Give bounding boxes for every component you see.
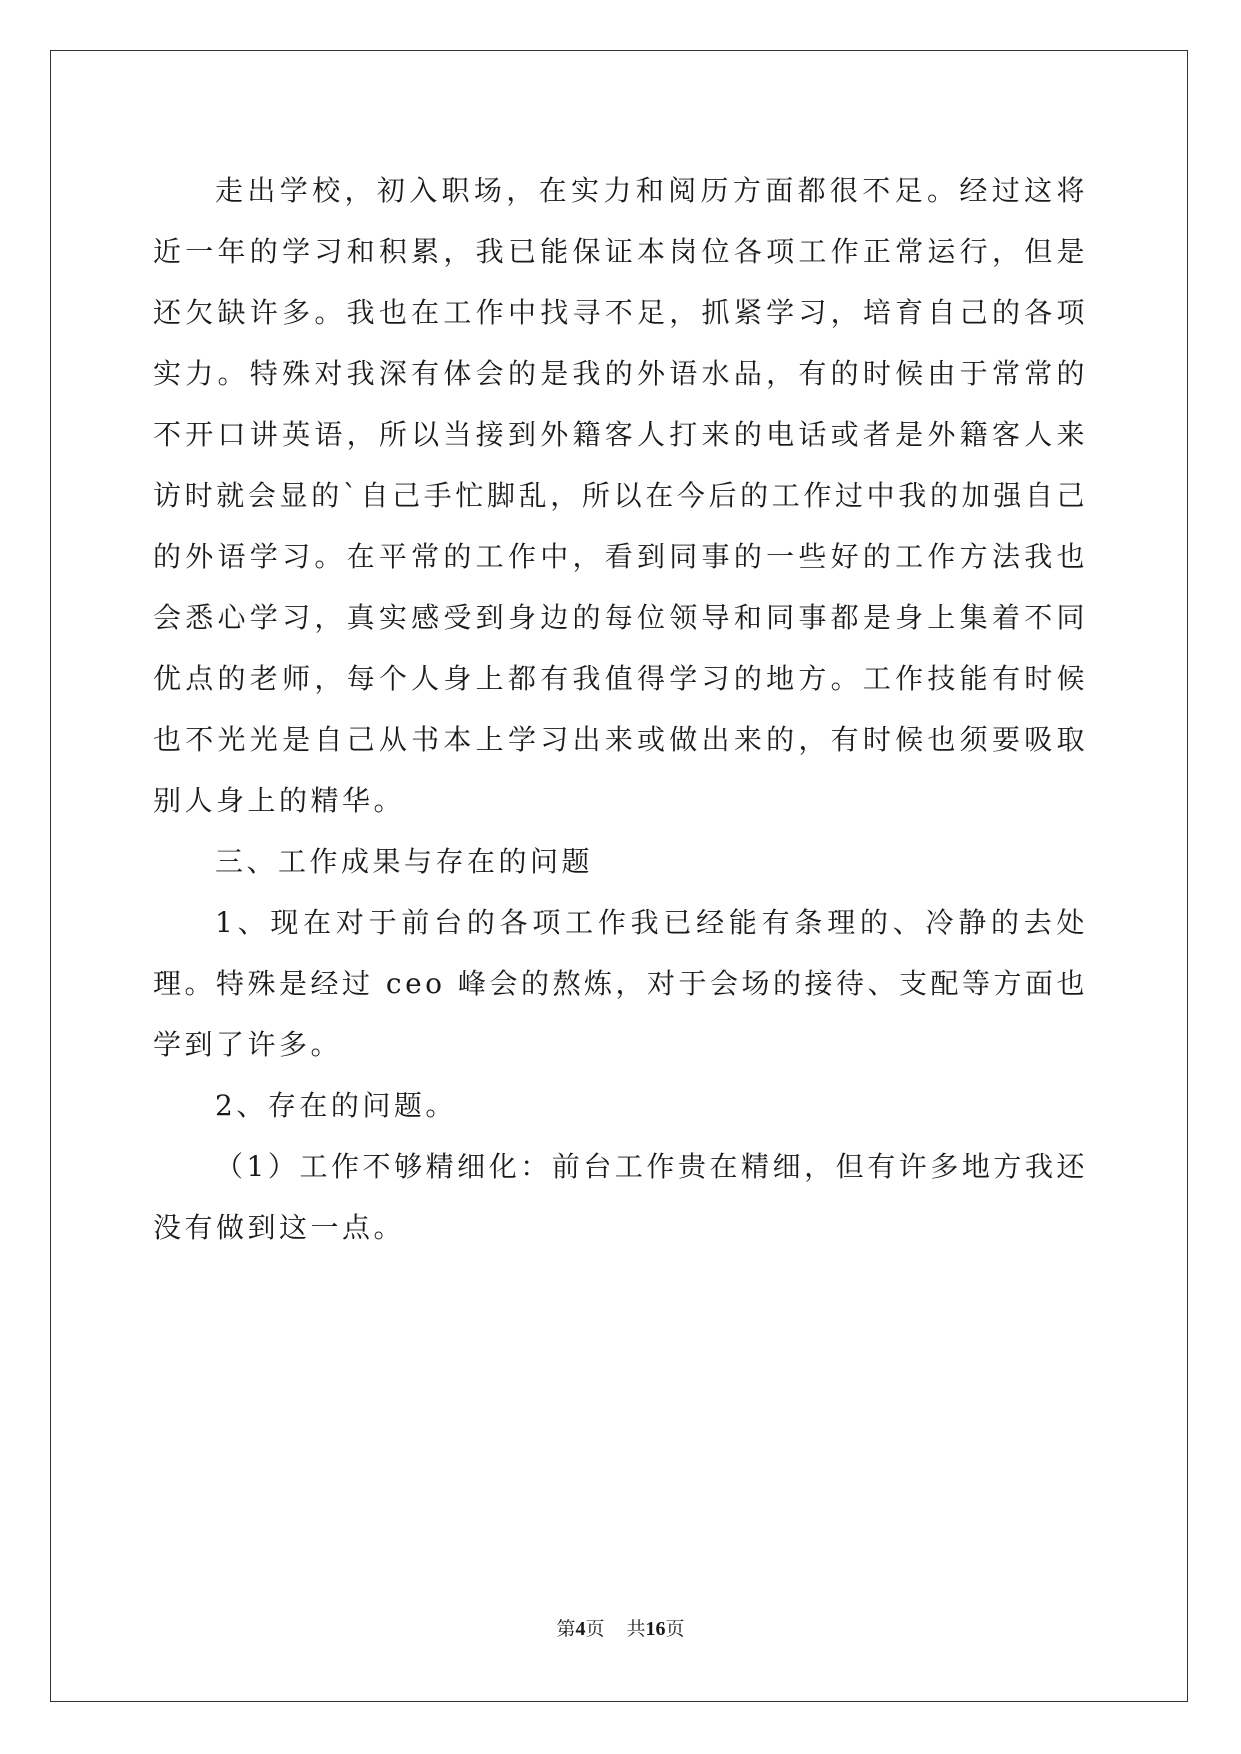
page-footer	[0, 1614, 1241, 1641]
total-suffix: 页	[665, 1619, 685, 1640]
total-prefix: 共	[626, 1619, 646, 1640]
document-body	[153, 160, 1088, 1258]
paragraph-problem-1: （1）工作不够精细化：前台工作贵在精细，但有许多地方我还没有做到这一点。	[153, 1150, 1088, 1244]
section-heading-results-and-problems: 三、工作成果与存在的问题	[215, 845, 594, 878]
page-suffix: 页	[585, 1619, 605, 1640]
current-page-number: 4	[575, 1618, 586, 1640]
paragraph-problems-heading: 2、存在的问题。	[215, 1089, 457, 1122]
paragraph-result-1: 1、现在对于前台的各项工作我已经能有条理的、冷静的去处理。特殊是经过 ceo 峰会的熬炼，对于会场的接待、支配等方面也学到了许多。	[153, 906, 1088, 1061]
paragraph-experience: 走出学校，初入职场，在实力和阅历方面都很不足。经过这将近一年的学习和积累，我已能保证本岗位各项工作正常运行，但是还欠缺许多。我也在工作中找寻不足，抓紧学习，培育自己的各项实力。特殊对我深有体会的是我的外语水品，有的时候由于常常的不开口讲英语，所以当接到外籍客人打来的电话或者是外籍客人来访时就会显的`自己手忙脚乱，所以在今后的工作过中我的加强自己的外语学习。在平常的工作中，看到同事的一些好的工作方法我也会悉心学习，真实感受到身边的每位领导和同事都是身上集着不同优点的老师，每个人身上都有我值得学习的地方。工作技能有时候也不光光是自己从书本上学习出来或做出来的，有时候也须要吸取别人身上的精华。	[153, 174, 1088, 817]
page-prefix: 第	[556, 1619, 576, 1640]
total-page-count: 16	[645, 1618, 666, 1640]
